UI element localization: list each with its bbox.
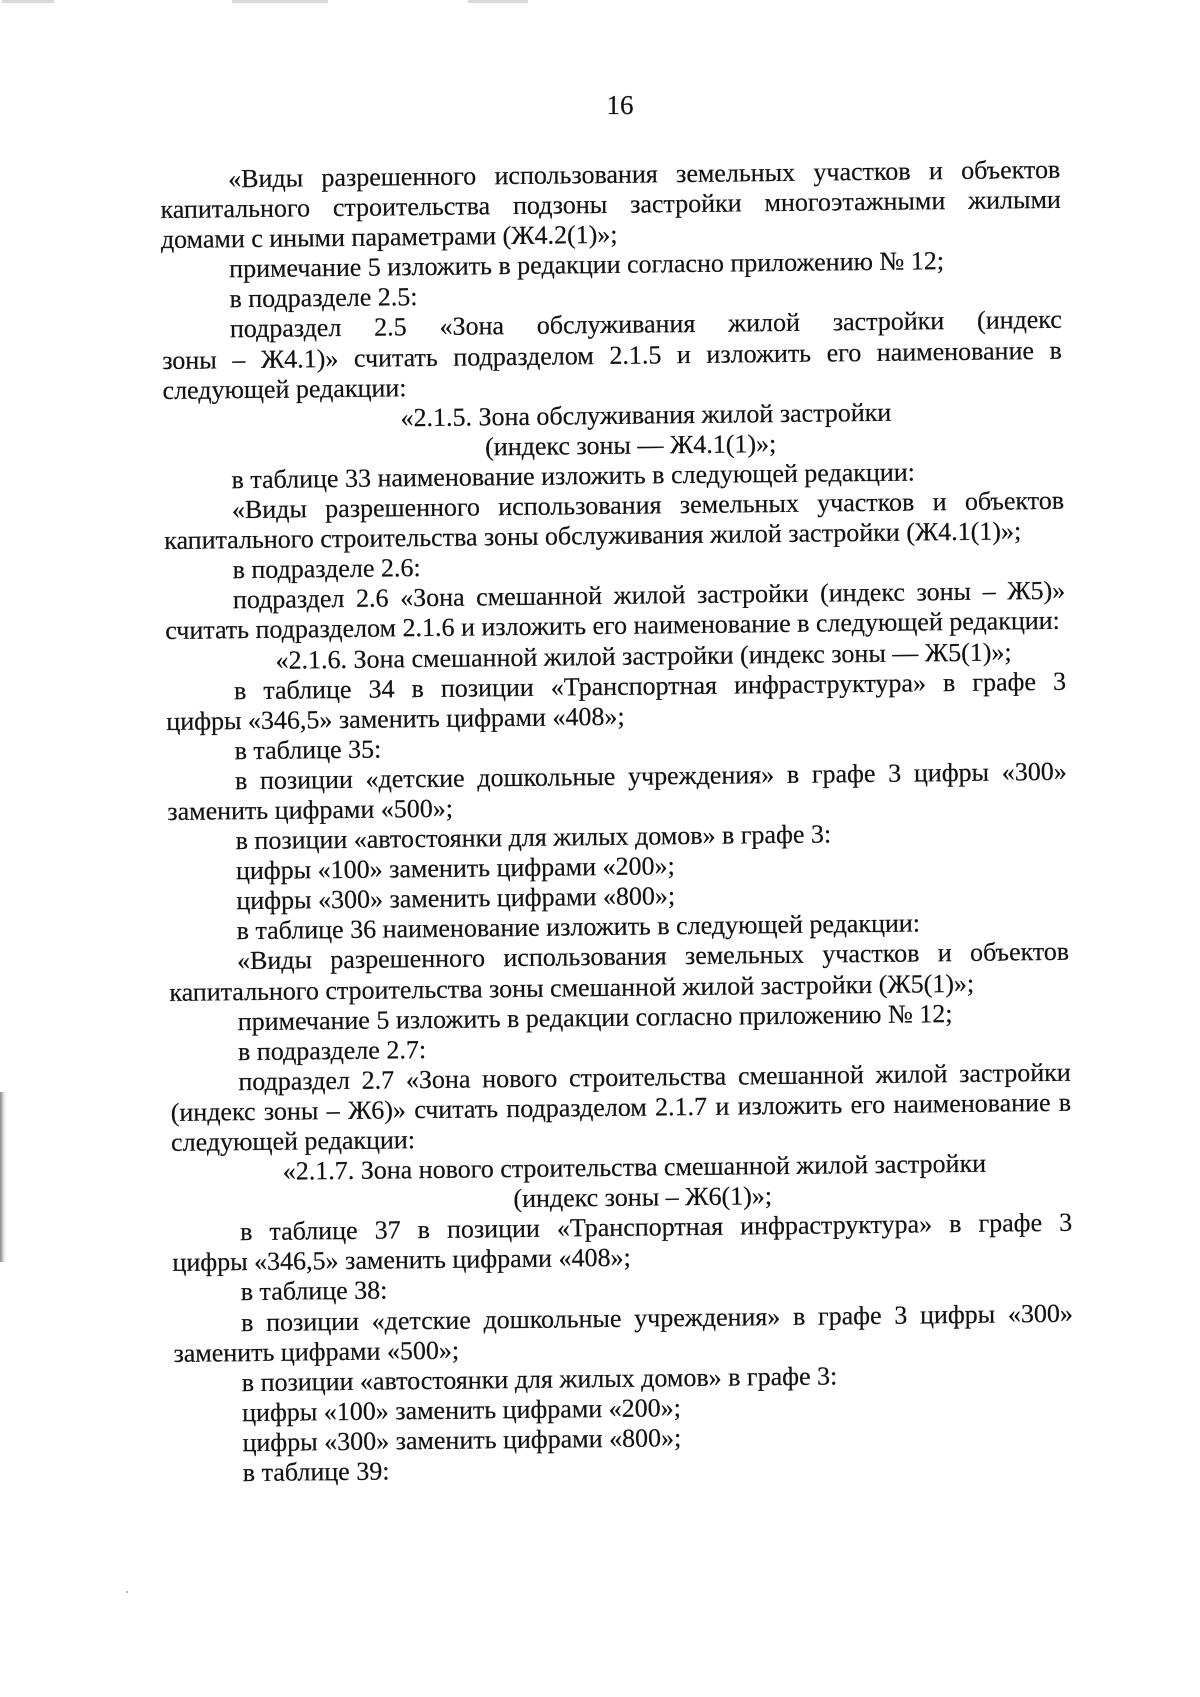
paragraph [170, 1058, 1071, 1158]
paragraph [171, 1208, 1072, 1278]
scan-artifact-dot [126, 1591, 128, 1593]
paragraph [165, 666, 1066, 736]
line-text: цифры «346,5» заменить цифрами «408»; [165, 701, 625, 736]
scan-artifact-top [2, 0, 54, 3]
line-text: «Виды разрешенного использования земельных участков и объектов [227, 154, 1060, 194]
paragraph [164, 576, 1065, 646]
line-text: подраздел 2.5 «Зона обслуживания жилой застройки (индекс [229, 305, 1062, 344]
line-text: (индекс зоны – Ж6(1)»; [512, 1181, 772, 1214]
line-text: в таблице 36 наименование изложить в следующей редакции: [236, 908, 920, 946]
table-title-quote [163, 486, 1064, 556]
line-text: в таблице 34 в позиции «Транспортная инфраструктура» в графе 3 [233, 666, 1066, 705]
line-text: подраздел 2.7 «Зона нового строительства смешанной жилой застройки [237, 1057, 1071, 1096]
line-text: заменить цифрами «500»; [166, 793, 453, 826]
section-heading [171, 1148, 1072, 1218]
line-text: зоны – Ж4.1)» считать подразделом 2.1.5 и изложить его наименование в [161, 335, 1062, 375]
line-text: в подразделе 2.5: [228, 282, 418, 314]
scan-artifact-top [232, 0, 328, 3]
line-text: «2.1.7. Зона нового строительства смешанной жилой застройки [282, 1148, 986, 1186]
paragraph [161, 305, 1062, 405]
line-text: в подразделе 2.7: [237, 1034, 426, 1066]
line-text: заменить цифрами «500»; [172, 1335, 459, 1368]
scan-artifact-top [468, 0, 528, 3]
line-text: в позиции «детские дошкольные учреждения» в графе 3 цифры «300» [234, 756, 1067, 796]
table-title-quote [168, 937, 1069, 1007]
line-text: капитального строительства зоны смешанной жилой застройки (Ж5(1)»; [168, 968, 974, 1007]
section-heading [162, 396, 1063, 466]
line-text: домами с иными параметрами (Ж4.2(1)»; [160, 220, 618, 255]
line-text: в позиции «автостоянки для жилых домов» в графе 3: [235, 819, 831, 856]
line-text: примечание 5 изложить в редакции согласно приложению № 12; [237, 998, 953, 1036]
line-text: в таблице 35: [233, 734, 381, 765]
line-text: в подразделе 2.6: [231, 553, 421, 585]
line-text: цифры «300» заменить цифрами «800»; [241, 1423, 681, 1458]
paragraph [172, 1298, 1073, 1368]
line-text: капитального строительства зоны обслуживания жилой застройки (Ж4.1(1)»; [163, 516, 1021, 556]
line-text: цифры «100» заменить цифрами «200»; [241, 1393, 681, 1427]
line-text: цифры «100» заменить цифрами «200»; [235, 851, 675, 886]
line-text: «Виды разрешенного использования земельных участков и объектов [236, 937, 1069, 976]
line-text: «Виды разрешенного использования земельных участков и объектов [231, 485, 1064, 525]
line-text: (индекс зоны — Ж4.1(1)»; [484, 428, 776, 462]
line-text: цифры «300» заменить цифрами «800»; [235, 881, 675, 916]
line-text: цифры «346,5» заменить цифрами «408»; [171, 1243, 631, 1278]
line-text: «2.1.6. Зона смешанной жилой застройки (индекс зоны — Ж5(1)»; [274, 636, 1012, 675]
page-number: 16 [606, 90, 634, 120]
line-text: в таблице 33 наименование изложить в следующей редакции: [230, 457, 915, 495]
scan-artifact-left-edge [0, 1092, 7, 1262]
line-text: в таблице 38: [240, 1275, 388, 1307]
table-title-quote [160, 155, 1061, 255]
line-text: считать подразделом 2.1.6 и изложить его наименование в следующей редакции: [164, 606, 1060, 646]
line-text: в позиции «автостоянки для жилых домов» в графе 3: [241, 1361, 837, 1397]
line-text: (индекс зоны – Ж6)» считать подразделом 2.1.7 и изложить его наименование в [170, 1087, 1071, 1127]
line-text: следующей редакции: [161, 372, 407, 405]
line-text: примечание 5 изложить в редакции согласно приложению № 12; [228, 246, 944, 284]
line-text: капитального строительства подзоны застройки многоэтажными жилыми [159, 184, 1061, 225]
document-body [160, 155, 1075, 1489]
line-text: «2.1.5. Зона обслуживания жилой застройки [399, 397, 891, 433]
line-text: в таблице 37 в позиции «Транспортная инфраструктура» в графе 3 [239, 1208, 1072, 1247]
line-text: в таблице 39: [242, 1456, 390, 1488]
paragraph [166, 757, 1067, 827]
line-text: в позиции «детские дошкольные учреждения» в графе 3 цифры «300» [240, 1298, 1073, 1337]
line-text: следующей редакции: [170, 1125, 415, 1157]
line-text: подраздел 2.6 «Зона смешанной жилой застройки (индекс зоны – Ж5)» [232, 576, 1065, 615]
